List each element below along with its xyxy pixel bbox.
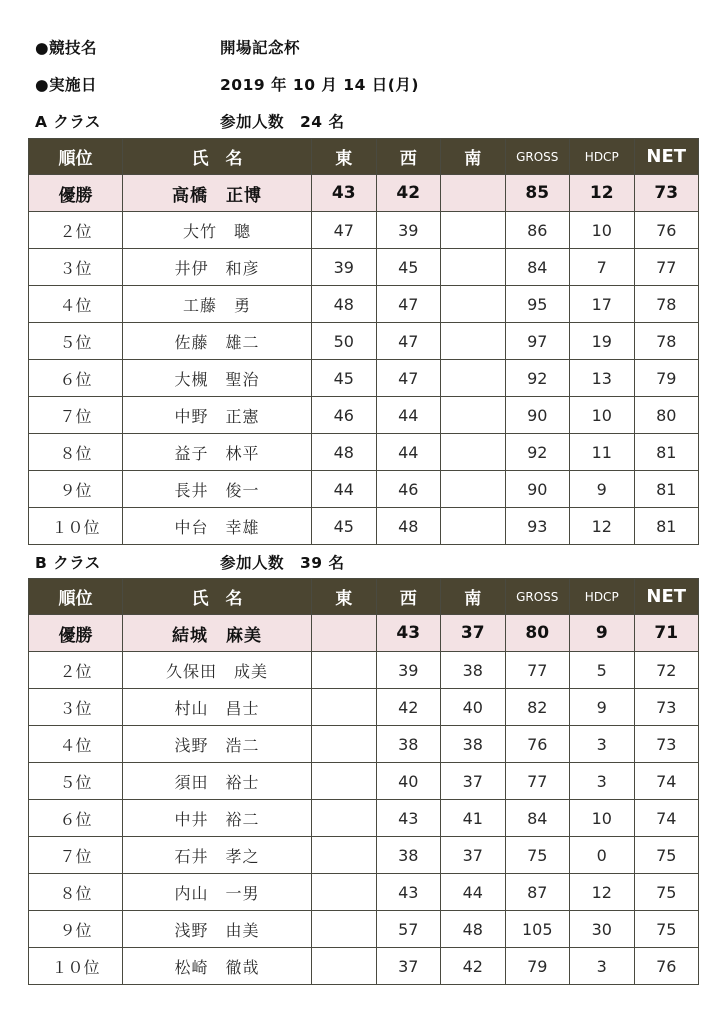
cell-east: 48 — [312, 286, 377, 323]
cell-south — [441, 434, 506, 471]
cell-south: 38 — [441, 726, 506, 763]
class-a-label: A クラス — [35, 113, 101, 131]
cell-net: 75 — [634, 837, 699, 874]
cell-net: 81 — [634, 434, 699, 471]
table-row — [29, 874, 699, 911]
cell-net: 73 — [634, 726, 699, 763]
cell-rank: ３位 — [29, 249, 123, 286]
cell-east — [312, 689, 377, 726]
cell-net: 76 — [634, 948, 699, 985]
cell-gross: 82 — [505, 689, 570, 726]
cell-gross: 97 — [505, 323, 570, 360]
cell-east: 50 — [312, 323, 377, 360]
col-header-gross: GROSS — [505, 579, 570, 615]
cell-gross: 93 — [505, 508, 570, 545]
table-row — [29, 689, 699, 726]
col-header-net: NET — [634, 579, 699, 615]
col-header-hdcp: HDCP — [570, 139, 635, 175]
cell-net: 74 — [634, 800, 699, 837]
cell-hdcp: 10 — [570, 397, 635, 434]
cell-rank: ６位 — [29, 360, 123, 397]
cell-east — [312, 948, 377, 985]
cell-name: 長井 俊一 — [123, 471, 312, 508]
cell-gross: 92 — [505, 434, 570, 471]
cell-gross: 77 — [505, 652, 570, 689]
cell-hdcp: 19 — [570, 323, 635, 360]
table-row — [29, 175, 699, 212]
cell-net: 73 — [634, 689, 699, 726]
cell-hdcp: 3 — [570, 763, 635, 800]
table-row — [29, 212, 699, 249]
cell-south: 37 — [441, 763, 506, 800]
table-row — [29, 615, 699, 652]
cell-hdcp: 9 — [570, 471, 635, 508]
cell-rank: ５位 — [29, 763, 123, 800]
cell-west: 43 — [376, 615, 441, 652]
cell-net: 81 — [634, 508, 699, 545]
col-header-south: 南 — [441, 579, 506, 615]
col-header-west: 西 — [376, 579, 441, 615]
cell-hdcp: 17 — [570, 286, 635, 323]
col-header-south: 南 — [441, 139, 506, 175]
cell-west: 42 — [376, 175, 441, 212]
cell-south — [441, 397, 506, 434]
cell-name: 大竹 聰 — [123, 212, 312, 249]
cell-west: 38 — [376, 726, 441, 763]
cell-south: 38 — [441, 652, 506, 689]
cell-west: 47 — [376, 323, 441, 360]
cell-south: 42 — [441, 948, 506, 985]
cell-rank: １０位 — [29, 948, 123, 985]
cell-net: 78 — [634, 323, 699, 360]
event-date-value: 2019 年 10 月 14 日(月) — [220, 76, 419, 94]
col-header-east: 東 — [312, 579, 377, 615]
cell-east — [312, 911, 377, 948]
cell-name: 大槻 聖治 — [123, 360, 312, 397]
table-row — [29, 948, 699, 985]
cell-south: 44 — [441, 874, 506, 911]
cell-hdcp: 12 — [570, 508, 635, 545]
table-row — [29, 800, 699, 837]
cell-net: 78 — [634, 286, 699, 323]
cell-south — [441, 471, 506, 508]
cell-net: 72 — [634, 652, 699, 689]
cell-west: 47 — [376, 286, 441, 323]
cell-rank: ４位 — [29, 726, 123, 763]
cell-east: 48 — [312, 434, 377, 471]
cell-west: 43 — [376, 874, 441, 911]
class-a-rows — [29, 175, 699, 545]
cell-net: 74 — [634, 763, 699, 800]
cell-net: 81 — [634, 471, 699, 508]
cell-rank: 優勝 — [29, 615, 123, 652]
cell-net: 75 — [634, 911, 699, 948]
cell-rank: ７位 — [29, 837, 123, 874]
cell-gross: 86 — [505, 212, 570, 249]
cell-hdcp: 7 — [570, 249, 635, 286]
cell-east — [312, 652, 377, 689]
class-a-participants: 参加人数 24 名 — [220, 113, 345, 131]
cell-gross: 75 — [505, 837, 570, 874]
col-header-gross: GROSS — [505, 139, 570, 175]
cell-south — [441, 360, 506, 397]
cell-rank: ５位 — [29, 323, 123, 360]
cell-south — [441, 286, 506, 323]
cell-south: 41 — [441, 800, 506, 837]
cell-gross: 95 — [505, 286, 570, 323]
cell-hdcp: 0 — [570, 837, 635, 874]
cell-east — [312, 763, 377, 800]
cell-rank: ９位 — [29, 471, 123, 508]
cell-rank: ６位 — [29, 800, 123, 837]
cell-name: 高橋 正博 — [123, 175, 312, 212]
table-header-row — [29, 579, 699, 615]
cell-name: 浅野 浩二 — [123, 726, 312, 763]
cell-name: 松崎 徹哉 — [123, 948, 312, 985]
table-row — [29, 323, 699, 360]
cell-south: 37 — [441, 615, 506, 652]
cell-east: 39 — [312, 249, 377, 286]
cell-net: 76 — [634, 212, 699, 249]
cell-hdcp: 5 — [570, 652, 635, 689]
cell-gross: 77 — [505, 763, 570, 800]
cell-rank: ２位 — [29, 212, 123, 249]
cell-east: 45 — [312, 360, 377, 397]
cell-name: 中野 正憲 — [123, 397, 312, 434]
cell-west: 47 — [376, 360, 441, 397]
cell-west: 44 — [376, 434, 441, 471]
table-row — [29, 726, 699, 763]
cell-gross: 105 — [505, 911, 570, 948]
cell-west: 46 — [376, 471, 441, 508]
cell-rank: ８位 — [29, 874, 123, 911]
col-header-rank: 順位 — [29, 579, 123, 615]
cell-west: 39 — [376, 212, 441, 249]
class-b-label: B クラス — [35, 554, 101, 572]
cell-south — [441, 249, 506, 286]
event-name-label: ●競技名 — [35, 39, 98, 57]
table-row — [29, 508, 699, 545]
cell-hdcp: 10 — [570, 212, 635, 249]
table-row — [29, 763, 699, 800]
cell-name: 久保田 成美 — [123, 652, 312, 689]
cell-name: 石井 孝之 — [123, 837, 312, 874]
cell-south: 37 — [441, 837, 506, 874]
cell-name: 井伊 和彦 — [123, 249, 312, 286]
cell-name: 中台 幸雄 — [123, 508, 312, 545]
table-row — [29, 286, 699, 323]
cell-east — [312, 800, 377, 837]
table-row — [29, 471, 699, 508]
class-b-participants: 参加人数 39 名 — [220, 554, 345, 572]
cell-south — [441, 212, 506, 249]
cell-rank: ９位 — [29, 911, 123, 948]
cell-gross: 90 — [505, 397, 570, 434]
cell-west: 43 — [376, 800, 441, 837]
cell-west: 37 — [376, 948, 441, 985]
cell-west: 48 — [376, 508, 441, 545]
table-row — [29, 249, 699, 286]
cell-south: 48 — [441, 911, 506, 948]
cell-name: 結城 麻美 — [123, 615, 312, 652]
col-header-name: 氏 名 — [123, 579, 312, 615]
cell-south — [441, 175, 506, 212]
cell-name: 村山 昌士 — [123, 689, 312, 726]
cell-west: 42 — [376, 689, 441, 726]
cell-hdcp: 11 — [570, 434, 635, 471]
cell-gross: 79 — [505, 948, 570, 985]
col-header-east: 東 — [312, 139, 377, 175]
col-header-net: NET — [634, 139, 699, 175]
cell-net: 73 — [634, 175, 699, 212]
cell-hdcp: 9 — [570, 615, 635, 652]
table-row — [29, 911, 699, 948]
table-row — [29, 837, 699, 874]
cell-east — [312, 837, 377, 874]
cell-net: 75 — [634, 874, 699, 911]
class-a-results-table — [28, 138, 699, 545]
table-header-row — [29, 139, 699, 175]
cell-west: 38 — [376, 837, 441, 874]
cell-rank: ３位 — [29, 689, 123, 726]
col-header-rank: 順位 — [29, 139, 123, 175]
cell-south — [441, 508, 506, 545]
cell-west: 39 — [376, 652, 441, 689]
cell-name: 佐藤 雄二 — [123, 323, 312, 360]
cell-east: 47 — [312, 212, 377, 249]
cell-hdcp: 3 — [570, 726, 635, 763]
table-row — [29, 397, 699, 434]
cell-hdcp: 12 — [570, 874, 635, 911]
cell-south: 40 — [441, 689, 506, 726]
cell-gross: 84 — [505, 249, 570, 286]
cell-west: 45 — [376, 249, 441, 286]
cell-east: 45 — [312, 508, 377, 545]
cell-rank: ８位 — [29, 434, 123, 471]
cell-net: 79 — [634, 360, 699, 397]
col-header-hdcp: HDCP — [570, 579, 635, 615]
cell-west: 40 — [376, 763, 441, 800]
cell-gross: 92 — [505, 360, 570, 397]
cell-hdcp: 30 — [570, 911, 635, 948]
cell-east: 44 — [312, 471, 377, 508]
cell-west: 57 — [376, 911, 441, 948]
cell-rank: ２位 — [29, 652, 123, 689]
cell-hdcp: 3 — [570, 948, 635, 985]
cell-net: 71 — [634, 615, 699, 652]
table-row — [29, 360, 699, 397]
cell-gross: 76 — [505, 726, 570, 763]
cell-south — [441, 323, 506, 360]
col-header-west: 西 — [376, 139, 441, 175]
cell-hdcp: 13 — [570, 360, 635, 397]
cell-name: 浅野 由美 — [123, 911, 312, 948]
cell-name: 中井 裕二 — [123, 800, 312, 837]
cell-rank: ７位 — [29, 397, 123, 434]
cell-name: 内山 一男 — [123, 874, 312, 911]
cell-gross: 90 — [505, 471, 570, 508]
cell-east — [312, 874, 377, 911]
event-date-label: ●実施日 — [35, 76, 98, 94]
cell-name: 須田 裕士 — [123, 763, 312, 800]
cell-hdcp: 9 — [570, 689, 635, 726]
event-name-value: 開場記念杯 — [220, 39, 301, 57]
table-row — [29, 652, 699, 689]
cell-gross: 85 — [505, 175, 570, 212]
cell-gross: 87 — [505, 874, 570, 911]
cell-west: 44 — [376, 397, 441, 434]
cell-east: 46 — [312, 397, 377, 434]
cell-rank: 優勝 — [29, 175, 123, 212]
cell-rank: １０位 — [29, 508, 123, 545]
cell-gross: 80 — [505, 615, 570, 652]
cell-name: 工藤 勇 — [123, 286, 312, 323]
cell-gross: 84 — [505, 800, 570, 837]
cell-hdcp: 12 — [570, 175, 635, 212]
cell-east — [312, 615, 377, 652]
cell-rank: ４位 — [29, 286, 123, 323]
cell-east — [312, 726, 377, 763]
class-b-results-table — [28, 578, 699, 985]
col-header-name: 氏 名 — [123, 139, 312, 175]
table-row — [29, 434, 699, 471]
cell-east: 43 — [312, 175, 377, 212]
cell-hdcp: 10 — [570, 800, 635, 837]
class-b-rows — [29, 615, 699, 985]
cell-net: 80 — [634, 397, 699, 434]
cell-name: 益子 林平 — [123, 434, 312, 471]
cell-net: 77 — [634, 249, 699, 286]
